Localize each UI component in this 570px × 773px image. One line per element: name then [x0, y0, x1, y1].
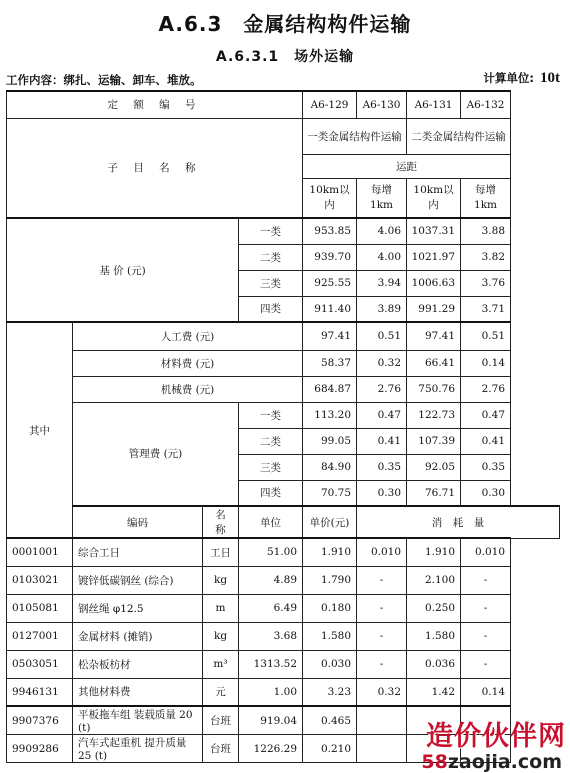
class-label: 四类: [239, 296, 303, 322]
item-code: 0103021: [7, 566, 73, 594]
table-row: [7, 322, 560, 350]
value-cell: 0.250: [407, 594, 461, 622]
quota-code: A6-130: [357, 91, 407, 118]
mgmt-label: 管理费 (元): [73, 402, 239, 506]
item-code: 0001001: [7, 538, 73, 566]
item-name: 钢丝绳 φ12.5: [73, 594, 203, 622]
item-code: 0503051: [7, 650, 73, 678]
value-cell: 66.41: [407, 350, 461, 376]
sub-header: 10km以内: [407, 178, 461, 218]
calc-unit-value: 10t: [540, 70, 560, 86]
value-cell: 1.580: [407, 622, 461, 650]
base-price-label: 基 价 (元): [7, 218, 239, 322]
value-cell: 0.51: [357, 322, 407, 350]
value-cell: 991.29: [407, 296, 461, 322]
value-cell: 0.036: [407, 650, 461, 678]
item-unit: 台班: [203, 706, 239, 735]
cost-label: 人工费 (元): [73, 322, 303, 350]
value-cell: 1021.97: [407, 244, 461, 270]
value-cell: 0.32: [357, 678, 407, 706]
table-row: [7, 218, 560, 244]
table-row: [7, 402, 560, 428]
value-cell: 0.41: [357, 428, 407, 454]
value-cell: 0.35: [357, 454, 407, 480]
value-cell: -: [461, 622, 511, 650]
item-unit: 台班: [203, 735, 239, 763]
item-unit: m: [203, 594, 239, 622]
col-name: 名 称: [203, 506, 239, 538]
class-label: 三类: [239, 270, 303, 296]
value-cell: 2.76: [357, 376, 407, 402]
value-cell: [357, 735, 407, 763]
value-cell: 750.76: [407, 376, 461, 402]
value-cell: 3.23: [303, 678, 357, 706]
watermark-url-rest: zaojia.com: [447, 751, 562, 773]
item-code: 0105081: [7, 594, 73, 622]
table-row: [7, 91, 560, 118]
value-cell: 3.89: [357, 296, 407, 322]
value-cell: -: [357, 566, 407, 594]
value-cell: 1.910: [303, 538, 357, 566]
item-price: 1313.52: [239, 650, 303, 678]
item-name: 金属材料 (摊销): [73, 622, 203, 650]
col-qty: 消 耗 量: [357, 506, 560, 538]
value-cell: 0.010: [357, 538, 407, 566]
item-price: 1226.29: [239, 735, 303, 763]
item-price: 4.89: [239, 566, 303, 594]
item-code: 0127001: [7, 622, 73, 650]
value-cell: 97.41: [303, 322, 357, 350]
value-cell: 3.76: [461, 270, 511, 296]
value-cell: 1037.31: [407, 218, 461, 244]
value-cell: 939.70: [303, 244, 357, 270]
value-cell: -: [357, 594, 407, 622]
value-cell: 76.71: [407, 480, 461, 506]
value-cell: 1.790: [303, 566, 357, 594]
value-cell: 4.06: [357, 218, 407, 244]
value-cell: 0.51: [461, 322, 511, 350]
value-cell: 1.580: [303, 622, 357, 650]
value-cell: -: [357, 622, 407, 650]
table-row: [7, 350, 560, 376]
watermark-url: [421, 751, 562, 773]
table-row: [7, 650, 560, 678]
item-name: 镀锌低碳钢丝 (综合): [73, 566, 203, 594]
value-cell: -: [461, 650, 511, 678]
item-name: 综合工日: [73, 538, 203, 566]
item-unit: kg: [203, 622, 239, 650]
item-code: 9907376: [7, 706, 73, 735]
item-name-label: 子 目 名 称: [7, 118, 303, 218]
col-price: 单价(元): [303, 506, 357, 538]
value-cell: 953.85: [303, 218, 357, 244]
item-name: 汽车式起重机 提升质量 25 (t): [73, 735, 203, 763]
item-code: 9946131: [7, 678, 73, 706]
among-label: 其中: [7, 322, 73, 538]
value-cell: 3.94: [357, 270, 407, 296]
value-cell: 0.47: [357, 402, 407, 428]
value-cell: 1.42: [407, 678, 461, 706]
sub-header: 每增1km: [461, 178, 511, 218]
value-cell: 2.100: [407, 566, 461, 594]
sub-header: 每增1km: [357, 178, 407, 218]
value-cell: 113.20: [303, 402, 357, 428]
sub-header: 10km以内: [303, 178, 357, 218]
value-cell: 0.35: [461, 454, 511, 480]
value-cell: 4.00: [357, 244, 407, 270]
value-cell: 1.910: [407, 538, 461, 566]
item-price: 3.68: [239, 622, 303, 650]
value-cell: 0.465: [303, 706, 357, 735]
class-label: 二类: [239, 428, 303, 454]
value-cell: 0.14: [461, 350, 511, 376]
item-price: 51.00: [239, 538, 303, 566]
value-cell: 1006.63: [407, 270, 461, 296]
table-row: [7, 566, 560, 594]
item-name: 松杂板枋材: [73, 650, 203, 678]
value-cell: 0.180: [303, 594, 357, 622]
work-content: 工作内容：绑扎、运输、卸车、堆放。: [6, 73, 202, 87]
value-cell: 684.87: [303, 376, 357, 402]
section-subtitle: A.6.3.1 场外运输: [215, 49, 355, 65]
page-title: A.6.3 金属结构构件运输: [158, 12, 412, 36]
cost-label: 材料费 (元): [73, 350, 303, 376]
item-unit: 工日: [203, 538, 239, 566]
value-cell: 0.41: [461, 428, 511, 454]
value-cell: 70.75: [303, 480, 357, 506]
class-label: 一类: [239, 402, 303, 428]
value-cell: 0.30: [461, 480, 511, 506]
table-row: [7, 118, 560, 154]
item-price: 6.49: [239, 594, 303, 622]
item-unit: kg: [203, 566, 239, 594]
table-row: [7, 594, 560, 622]
table-row: [7, 506, 560, 538]
value-cell: 58.37: [303, 350, 357, 376]
quota-code: A6-131: [407, 91, 461, 118]
class-label: 一类: [239, 218, 303, 244]
col-code: 编码: [73, 506, 203, 538]
watermark-logo-text: 造价伙伴网: [426, 721, 566, 752]
value-cell: 3.88: [461, 218, 511, 244]
value-cell: 0.010: [461, 538, 511, 566]
calc-unit: [483, 70, 560, 87]
value-cell: 97.41: [407, 322, 461, 350]
value-cell: 84.90: [303, 454, 357, 480]
value-cell: 0.030: [303, 650, 357, 678]
class-label: 二类: [239, 244, 303, 270]
quota-code: A6-129: [303, 91, 357, 118]
item-unit: m³: [203, 650, 239, 678]
work-content-row: [6, 72, 560, 88]
value-cell: -: [461, 594, 511, 622]
value-cell: 3.82: [461, 244, 511, 270]
class-label: 三类: [239, 454, 303, 480]
value-cell: 0.14: [461, 678, 511, 706]
value-cell: 92.05: [407, 454, 461, 480]
value-cell: 107.39: [407, 428, 461, 454]
quota-code: A6-132: [461, 91, 511, 118]
cost-label: 机械费 (元): [73, 376, 303, 402]
value-cell: -: [461, 566, 511, 594]
item-price: 919.04: [239, 706, 303, 735]
calc-unit-label: 计算单位:: [483, 71, 534, 85]
col-unit: 单位: [239, 506, 303, 538]
value-cell: 2.76: [461, 376, 511, 402]
quota-no-label: 定 额 编 号: [7, 91, 303, 118]
value-cell: 99.05: [303, 428, 357, 454]
value-cell: -: [357, 650, 407, 678]
table-row: [7, 376, 560, 402]
class-label: 四类: [239, 480, 303, 506]
value-cell: 911.40: [303, 296, 357, 322]
value-cell: [357, 706, 407, 735]
table-row: [7, 678, 560, 706]
item-name: 其他材料费: [73, 678, 203, 706]
value-cell: 0.32: [357, 350, 407, 376]
table-row: [7, 538, 560, 566]
item-price: 1.00: [239, 678, 303, 706]
item-unit: 元: [203, 678, 239, 706]
quota-table: [6, 90, 560, 763]
value-cell: 122.73: [407, 402, 461, 428]
item-name: 平板拖车组 装载质量 20 (t): [73, 706, 203, 735]
value-cell: 0.47: [461, 402, 511, 428]
value-cell: 3.71: [461, 296, 511, 322]
distance-label: 运距: [303, 154, 511, 178]
watermark-url-num: 58: [421, 751, 448, 773]
value-cell: 0.210: [303, 735, 357, 763]
table-row: [7, 622, 560, 650]
group-header: 一类金属结构件运输: [303, 118, 407, 154]
value-cell: 925.55: [303, 270, 357, 296]
group-header: 二类金属结构件运输: [407, 118, 511, 154]
item-code: 9909286: [7, 735, 73, 763]
value-cell: 0.30: [357, 480, 407, 506]
